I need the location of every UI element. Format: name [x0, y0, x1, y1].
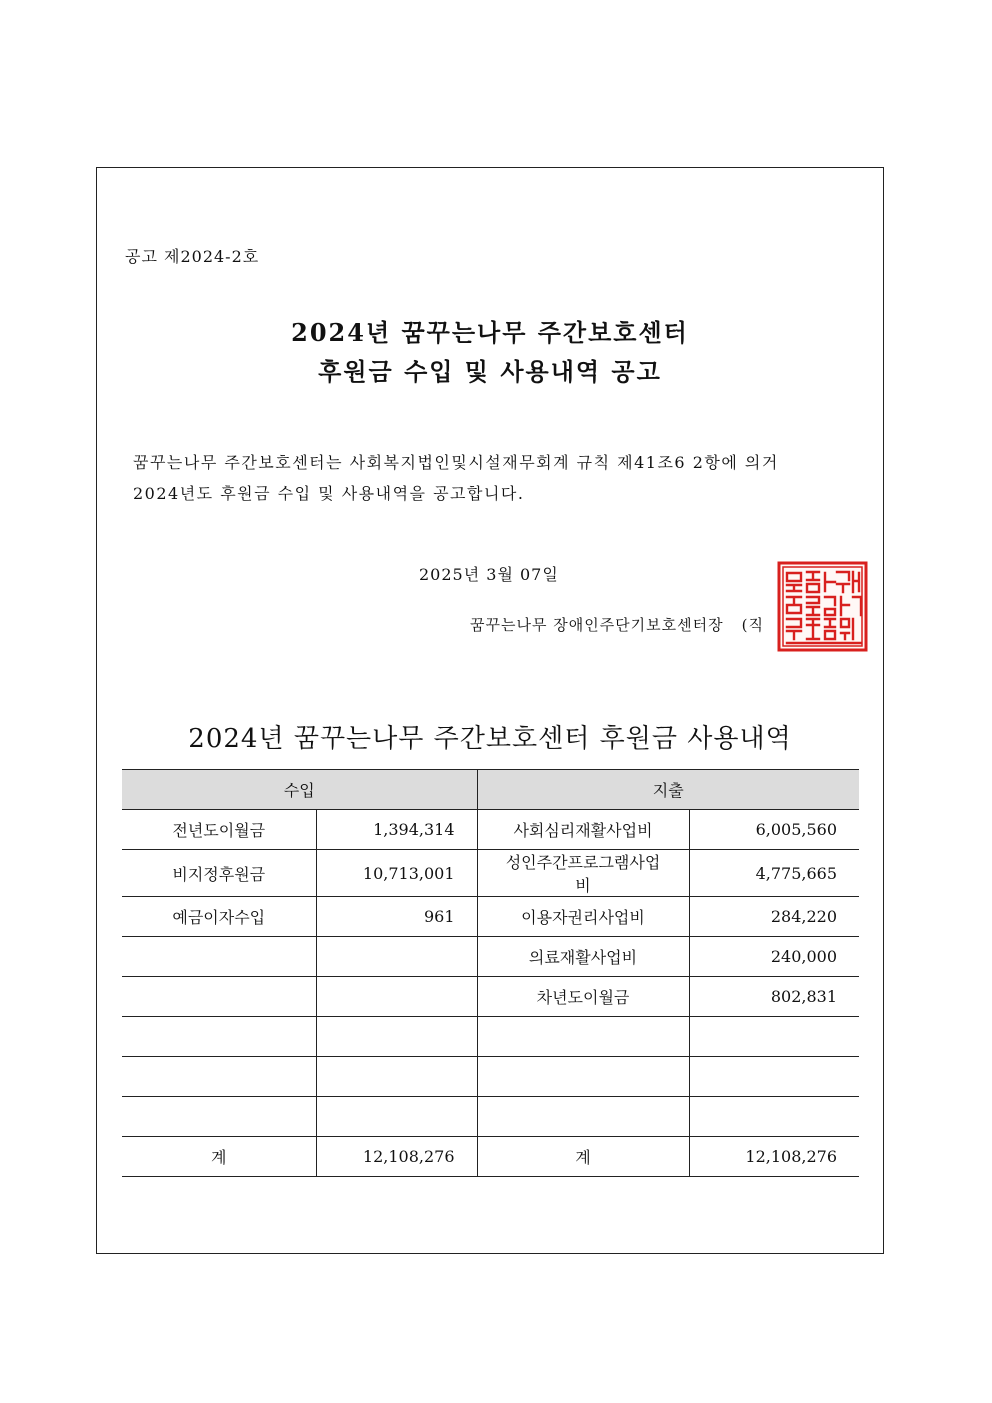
table-total-row [122, 1137, 859, 1177]
expense-amount: 240,000 [689, 937, 859, 977]
expense-header: 지출 [477, 770, 859, 810]
official-seal-icon [777, 561, 868, 652]
donation-ledger-table [122, 769, 859, 1177]
expense-amount: 4,775,665 [689, 850, 859, 897]
income-label: 전년도이월금 [122, 810, 316, 850]
signer [470, 614, 764, 635]
income-label [122, 1097, 316, 1137]
income-label [122, 1057, 316, 1097]
expense-label [477, 1057, 689, 1097]
expense-label [477, 1097, 689, 1137]
income-label: 예금이자수입 [122, 897, 316, 937]
signer-name: 꿈꾸는나무 장애인주단기보호센터장 [470, 616, 724, 634]
income-header: 수입 [122, 770, 477, 810]
body-line-2: 2024년도 후원금 수입 및 사용내역을 공고합니다. [133, 484, 525, 503]
notice-number: 공고 제2024-2호 [125, 247, 260, 266]
expense-label: 의료재활사업비 [477, 937, 689, 977]
expense-amount: 284,220 [689, 897, 859, 937]
table-row [122, 897, 859, 937]
income-amount [316, 937, 477, 977]
income-amount: 1,394,314 [316, 810, 477, 850]
income-amount [316, 1017, 477, 1057]
expense-total-label: 계 [477, 1137, 689, 1177]
title-line-2: 후원금 수입 및 사용내역 공고 [318, 357, 662, 386]
expense-label: 성인주간프로그램사업비 [477, 850, 689, 897]
table-row [122, 937, 859, 977]
expense-label: 차년도이월금 [477, 977, 689, 1017]
signer-mark: (직 [741, 616, 764, 634]
income-amount [316, 1097, 477, 1137]
income-total-amount: 12,108,276 [316, 1137, 477, 1177]
table-title: 2024년 꿈꾸는나무 주간보호센터 후원금 사용내역 [188, 724, 792, 754]
expense-amount: 6,005,560 [689, 810, 859, 850]
income-total-label: 계 [122, 1137, 316, 1177]
income-amount [316, 1057, 477, 1097]
expense-amount: 802,831 [689, 977, 859, 1017]
income-label: 비지정후원금 [122, 850, 316, 897]
expense-amount [689, 1097, 859, 1137]
income-label [122, 937, 316, 977]
table-row [122, 977, 859, 1017]
body-line-1: 꿈꾸는나무 주간보호센터는 사회복지법인및시설재무회계 규칙 제41조6 2항에 의거 [133, 453, 779, 472]
notice-date: 2025년 3월 07일 [419, 565, 559, 584]
table-row [122, 1057, 859, 1097]
table-row [122, 1017, 859, 1057]
expense-total-amount: 12,108,276 [689, 1137, 859, 1177]
expense-amount [689, 1057, 859, 1097]
income-amount: 10,713,001 [316, 850, 477, 897]
expense-label [477, 1017, 689, 1057]
title-line-1: 2024년 꿈꾸는나무 주간보호센터 [291, 318, 689, 347]
expense-label: 이용자권리사업비 [477, 897, 689, 937]
expense-amount [689, 1017, 859, 1057]
income-amount [316, 977, 477, 1017]
table-row [122, 850, 859, 897]
table-header-row [122, 770, 859, 810]
table-row [122, 1097, 859, 1137]
expense-label: 사회심리재활사업비 [477, 810, 689, 850]
income-label [122, 977, 316, 1017]
table-row [122, 810, 859, 850]
income-label [122, 1017, 316, 1057]
income-amount: 961 [316, 897, 477, 937]
